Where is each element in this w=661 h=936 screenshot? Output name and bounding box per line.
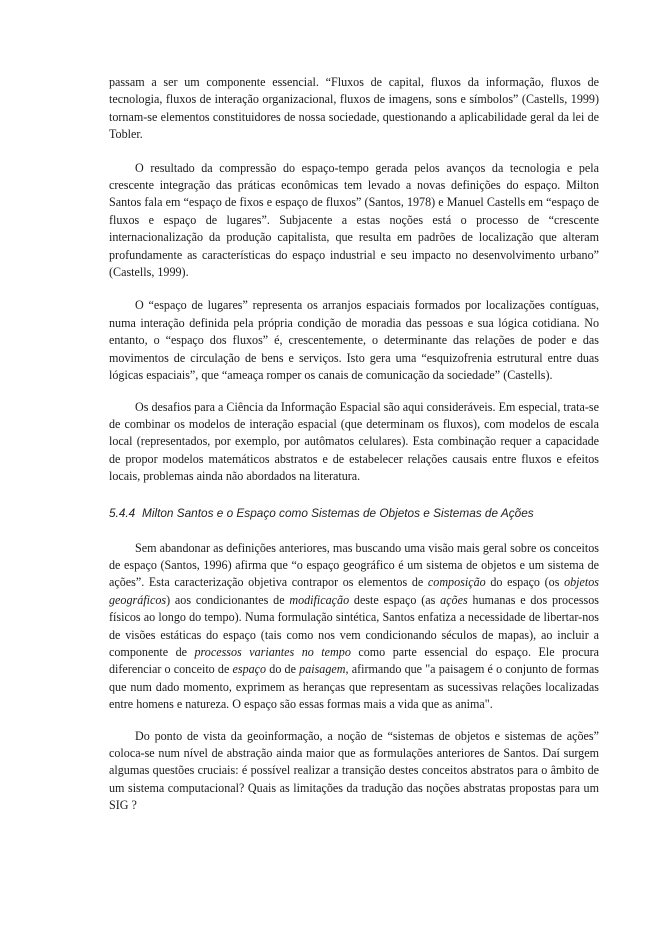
paragraph-objects-and-actions (109, 540, 599, 714)
text-run: do de (266, 662, 300, 677)
text-run: como parte essencial do espaço. Ele procura diferenciar o conceito de (109, 644, 600, 677)
document-page (109, 74, 599, 815)
text-run: Sem abandonar as definições anteriores, mas buscando uma visão mais geral sobre os conceitos de espaço (Santos, 1996) afirma que “o espaço geográfico é um sistema de objetos e um sistema de ações”. Esta caracterização objetiva contrapor os elementos de (109, 540, 599, 590)
emphasis-espaco: espaço (232, 662, 267, 677)
paragraph-castells-flows: passam a ser um componente essencial. “Fluxos de capital, fluxos da informação, fluxos de tecnologia, fluxos de interação organizacional, fluxos de imagens, sons e símbolos” (Castells, 1999) tornam-se elementos constituidores de nossa sociedade, questionando a aplicabilidade geral da lei de Tobler. (109, 75, 599, 142)
text-run: humanas e dos processos físicos ao longo do tempo). Numa formulação sintética, Santos enfatiza a necessidade de libertar-nos de visões estáticas do espaço (tais como nos vem condicionando séculos de mapas), ao incluir a componente de (109, 592, 599, 659)
emphasis-composicao: composição (427, 575, 486, 590)
emphasis-processos-variantes: processos variantes no tempo (194, 644, 351, 659)
section-title: Milton Santos e o Espaço como Sistemas de Objetos e Sistemas de Ações (142, 505, 534, 520)
emphasis-modificacao: modificação (289, 592, 350, 607)
emphasis-objetos-geograficos: objetos geográficos (109, 575, 600, 607)
paragraph-geoinformation-questions: Do ponto de vista da geoinformação, a noção de “sistemas de objetos e sistemas de ações” coloca-se num nível de abstração ainda maior que as formulações anteriores de Santos. Daí surgem algumas questões cruciais: é possível realizar a transição destes conceitos abstratos para o âmbito de um sistema computacional? Quais as limitações da tradução das noções abstratas propostas para um SIG ? (109, 728, 599, 813)
paragraph-space-of-places: O “espaço de lugares” representa os arranjos espaciais formados por localizações contíguas, numa interação definida pela própria condição de moradia das pessoas e sua lógica cotidiana. No entanto, o “espaço dos fluxos” é, crescentemente, o determinante das relações de poder e das movimentos de circulação de bens e serviços. Isto gera uma “esquizofrenia estrutural entre duas lógicas espaciais”, que “ameaça romper os canais de comunicação da sociedade” (Castells). (109, 298, 599, 383)
text-run: , afirmando que "a paisagem é o conjunto de formas que num dado momento, exprimem as heranças que representam as sucessivas relações localizadas entre homens e natureza. O espaço são essas formas mais a vida que as anima". (109, 662, 599, 712)
text-run: deste espaço (as (349, 592, 441, 607)
paragraph-spatial-information-challenges: Os desafios para a Ciência da Informação Espacial são aqui consideráveis. Em especial, trata-se de combinar os modelos de interação espacial (que determinam os fluxos), com modelos de escala local (representados, por exemplo, por autômatos celulares). Esta combinação requer a capacidade de propor modelos matemáticos abstratos e de estabelecer relações causais entre fluxos e efeitos locais, problemas ainda não abordados na literatura. (109, 399, 599, 484)
emphasis-acoes: ações (440, 592, 468, 607)
emphasis-paisagem: paisagem (299, 662, 346, 677)
text-run: ) aos condicionantes de (166, 592, 290, 607)
text-run: do espaço (os (485, 575, 565, 590)
section-heading (109, 505, 599, 521)
paragraph-space-time-compression: O resultado da compressão do espaço-tempo gerada pelos avanços da tecnologia e pela crescente integração das práticas econômicas tem levado a novas definições do espaço. Milton Santos fala em “espaço de fixos e espaço de fluxos” (Santos, 1978) e Manuel Castells em “espaço de fluxos e espaço de lugares”. Subjacente a estas noções está o processo de “crescente internacionalização da produção capitalista, que resulta em padrões de localização que alteram profundamente as características do espaço industrial e seu impacto no desenvolvimento urbano” (Castells, 1999). (109, 160, 599, 280)
section-number: 5.4.4 (109, 505, 136, 520)
